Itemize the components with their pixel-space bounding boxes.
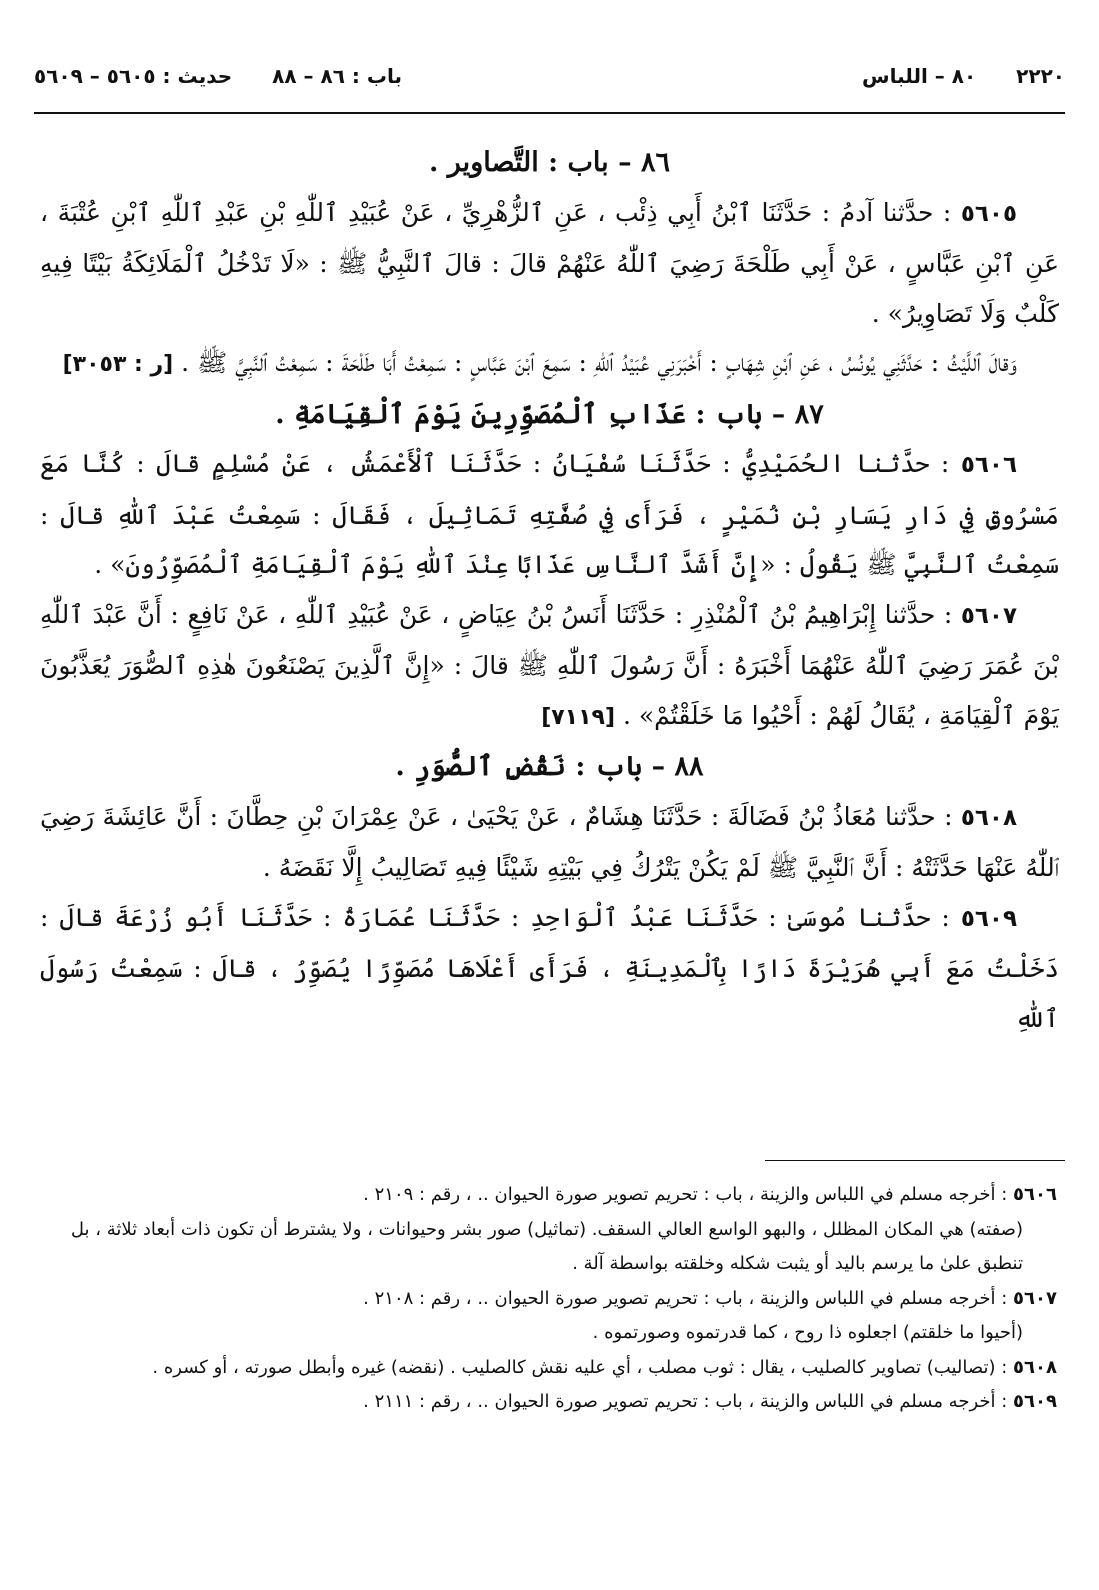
running-header [34, 58, 1065, 94]
hadith-5609 [40, 893, 1059, 1044]
footnote-number: ٥٦٠٧ [1013, 1287, 1057, 1309]
hadith-text: : حدَّثنا مُعَاذُ بْنُ فَضَالَةَ : حَدَّثَنَا هِشَامٌ ، عَنْ يَحْيَىٰ ، عَنْ عِمْرَانَ بْنِ حِطَّانَ : أَنَّ عَائِشَةَ رَضِيَ ٱللّٰهُ عَنْهَا حَدَّثَتْهُ : أَنَّ ٱلنَّبِيَّ ﷺ لَمْ يَكُنْ يَتْرُكُ فِي بَيْتِهِ شَيْئًا فِيهِ تَصَالِيبُ إِلَّا نَقَضَهُ . [40, 801, 1059, 882]
footnotes [60, 1178, 1057, 1420]
hadith-text: : حدَّثنا الحُمَيْدِيُّ : حَدَّثَنَا سُفْيَانُ : حَدَّثَنَا ٱلْأَعْمَشُ ، عَنْ مُسْلِمٍ قالَ : كُنَّا مَعَ مَسْرُوقٍ فِي دَارِ يَسَارِ بْنِ نُمَيْرٍ ، فَرَأَى فِي صُفَّتِهِ تَمَاثِيلَ ، فَقَالَ : سَمِعْتُ عَبْدَ ٱللّٰهِ قالَ : سَمِعْتُ ٱلنَّبِيَّ ﷺ يَقُولُ : «إِنَّ أَشَدَّ ٱلنَّاسِ عَذَابًا عِنْدَ ٱللّٰهِ يَوْمَ ٱلْقِيَامَةِ ٱلْمُصَوِّرُونَ» . [40, 449, 1059, 579]
hadith-5607 [40, 590, 1059, 743]
chapter-heading-88: ٨٨ – باب : نَقْضِ ٱلصُّوَرِ . [395, 751, 704, 782]
footnote-text: : أخرجه مسلم في اللباس والزينة ، باب : تحريم تصوير صورة الحيوان .. ، رقم : ٢١١١ . [363, 1391, 1008, 1412]
footnote-number: ٥٦٠٩ [1013, 1391, 1057, 1412]
hadith-text: : حدَّثنا إِبْرَاهِيمُ بْنُ ٱلْمُنْذِرِ : حَدَّثَنَا أَنَسُ بْنُ عِيَاضٍ ، عَنْ عُبَيْدِ ٱللّٰهِ ، عَنْ نَافِعٍ : أَنَّ عَبْدَ ٱللّٰهِ بْنَ عُمَرَ رَضِيَ ٱللّٰهُ عَنْهُمَا أَخْبَرَهُ : أَنَّ رَسُولَ ٱللّٰهِ ﷺ قالَ : «إِنَّ ٱلَّذِينَ يَصْنَعُونَ هٰذِهِ ٱلصُّوَرَ يُعَذَّبُونَ يَوْمَ ٱلْقِيَامَةِ ، يُقَالُ لَهُمْ : أَحْيُوا مَا خَلَقْتُمْ» . [40, 599, 1059, 730]
page-number: ٢٢٢٠ [1016, 64, 1065, 88]
cross-reference: [ر : ٣٠٥٣] [62, 352, 174, 377]
chapter-range: باب : ٨٦ – ٨٨ [272, 64, 402, 88]
hadith-number: ٥٦٠٥ [960, 200, 1017, 227]
cross-reference: [٧١١٩] [541, 704, 616, 730]
book-title: ٨٠ – اللباس [862, 64, 977, 88]
footnote-5609 [60, 1385, 1057, 1420]
footnote-text: : أخرجه مسلم في اللباس والزينة ، باب : تحريم تصوير صورة الحيوان .. ، رقم : ٢١٠٩ . [363, 1184, 1008, 1205]
footnote-number: ٥٦٠٦ [1013, 1184, 1057, 1205]
footnote-5606-note: (صفته) هي المكان المظلل ، والبهو الواسع العالي السقف. (تماثيل) صور بشر وحيوانات ، ولا يشترط أن تكون ذات أبعاد ثلاثة ، بل تنطبق علىٰ ما يرسم باليد أو يثبت شكله وخلقته بواسطة آلة . [70, 1218, 1023, 1274]
hadith-5605 [40, 188, 1059, 339]
footnote-text: : (تصاليب) تصاوير كالصليب ، يقال : ثوب مصلب ، أي عليه نقش كالصليب . (نقضه) غيره وأبطل صورته ، أو كسره . [152, 1356, 1008, 1378]
hadith-number: ٥٦٠٦ [960, 452, 1017, 478]
header-divider [34, 112, 1065, 114]
hadith-text: وَقالَ ٱللَّيْثُ : حَدَّثَنِي يُونُسُ ، عَنِ ٱبْنِ شِهَابٍ : أَخْبَرَنِي عُبَيْدُ ٱللّٰهِ : سَمِعَ ٱبْنَ عَبَّاسٍ : سَمِعْتُ أَبَا طَلْحَةَ : سَمِعْتُ ٱلنَّبِيَّ ﷺ . [181, 348, 1017, 377]
chapter-heading-86: ٨٦ – باب : التَّصاوير . [428, 147, 670, 178]
main-text [40, 138, 1059, 1043]
footnote-5606 [60, 1178, 1057, 1213]
chapter-heading-87: ٨٧ – باب : عَذَابِ ٱلْمُصَوِّرِينَ يَوْمَ ٱلْقِيَامَةِ . [275, 398, 824, 430]
footnote-5607 [60, 1282, 1057, 1317]
footnote-5608 [60, 1351, 1057, 1386]
hadith-number: ٥٦٠٩ [960, 905, 1017, 932]
hadith-5608 [40, 792, 1059, 893]
hadith-text: : حدَّثنا آدمُ : حَدَّثَنَا ٱبْنُ أَبِي ذِئْب ، عَنِ ٱلزُّهْرِيِّ ، عَنْ عُبَيْدِ ٱللّٰهِ بْنِ عَبْدِ ٱللّٰهِ ٱبْنِ عُتْبَةَ ، عَنِ ٱبْنِ عَبَّاسٍ ، عَنْ أَبِي طَلْحَةَ رَضِيَ ٱللّٰهُ عَنْهُمْ قالَ : قالَ ٱلنَّبِيُّ ﷺ : «لَا تَدْخُلُ ٱلْمَلَائِكَةُ بَيْتًا فِيهِ كَلْبٌ وَلَا تَصَاوِيرُ» . [40, 197, 1059, 328]
hadith-5606 [40, 439, 1059, 590]
footnote-number: ٥٦٠٨ [1013, 1356, 1057, 1378]
footnote-divider [765, 1160, 1065, 1161]
footnote-text: : أخرجه مسلم في اللباس والزينة ، باب : تحريم تصوير صورة الحيوان .. ، رقم : ٢١٠٨ . [363, 1287, 1008, 1309]
footnote-5607-note: (أحيوا ما خلقتم) اجعلوه ذا روح ، كما قدرتموه وصورتموه . [592, 1322, 1023, 1343]
hadith-5605-note [40, 338, 1059, 390]
hadith-number: ٥٦٠٧ [960, 602, 1017, 629]
hadith-range: حديث : ٥٦٠٥ – ٥٦٠٩ [34, 64, 233, 88]
hadith-number: ٥٦٠٨ [960, 804, 1017, 831]
hadith-text: : حدَّثنا مُوسَىٰ : حَدَّثَنَا عَبْدُ ٱلْوَاحِدِ : حَدَّثَنَا عُمَارَةُ : حَدَّثَنَا أَبُو زُرْعَةَ قالَ : دَخَلْتُ مَعَ أَبِي هُرَيْرَةَ دَارًا بِٱلْمَدِينَةِ ، فَرَأَى أَعْلَاهَا مُصَوِّرًا يُصَوِّرُ ، قالَ : سَمِعْتُ رَسُولَ ٱللّٰهِ [40, 902, 1059, 1033]
